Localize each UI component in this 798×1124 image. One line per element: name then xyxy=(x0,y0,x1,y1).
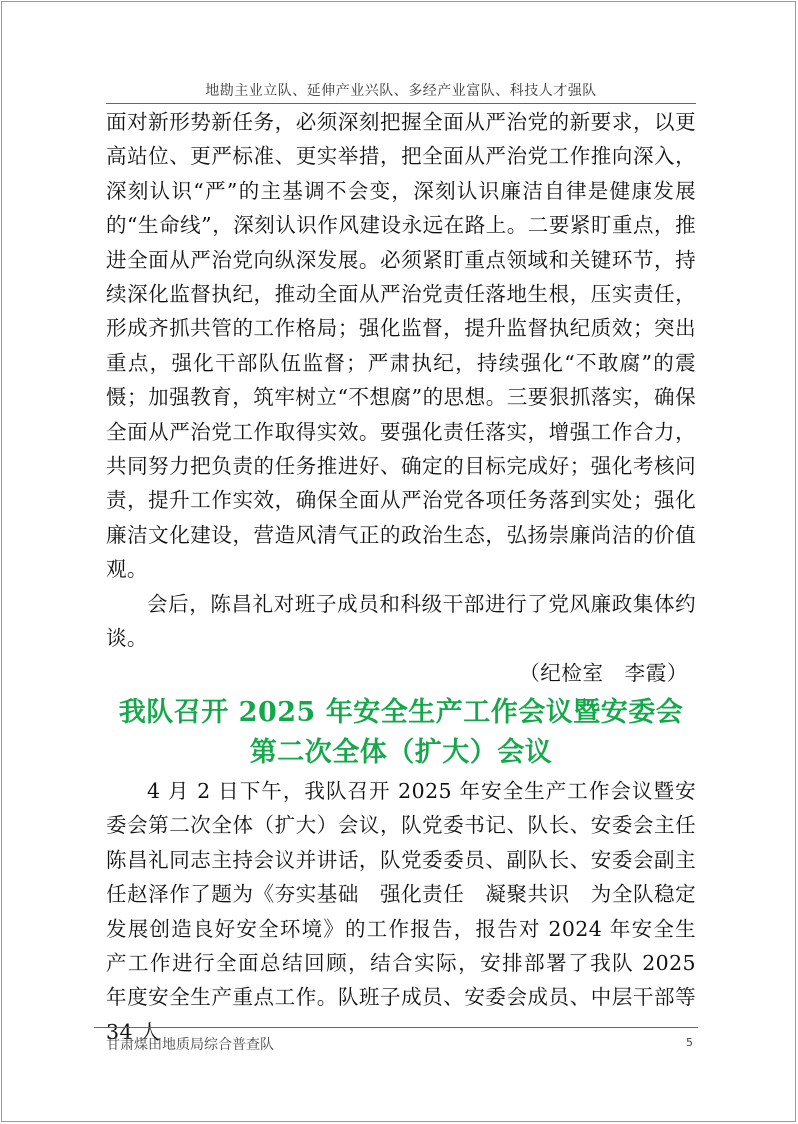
article2-title-line1: 我队召开 2025 年安全生产工作会议暨安委会 xyxy=(118,696,684,728)
footer-organization: 甘肃煤田地质局综合普查队 xyxy=(106,1037,274,1053)
article1-closing-paragraph: 会后，陈昌礼对班子成员和科级干部进行了党风廉政集体约谈。 xyxy=(106,591,696,651)
article1-signature: （纪检室 李霞） xyxy=(519,660,688,685)
page-number: 5 xyxy=(686,1036,693,1049)
footer-divider xyxy=(94,1027,698,1028)
page-header-slogan: 地勘主业立队、延伸产业兴队、多经产业富队、科技人才强队 xyxy=(205,83,597,99)
article1-body-paragraph: 面对新形势新任务，必须深刻把握全面从严治党的新要求，以更高站位、更严标准、更实举措，把全面从严治党工作推向深入，深刻认识“严”的主基调不会变，深刻认识廉洁自律是健康发展的“生命线”，深刻认识作风建设永远在路上。二要紧盯重点，推进全面从严治党向纵深发展。必须紧盯重点领域和关键环节，持续深化监督执纪，推动全面从严治党责任落地生根，压实责任，形成齐抓共管的工作格局；强化监督，提升监督执纪质效；突出重点，强化干部队伍监督；严肃执纪，持续强化“不敢腐”的震慑；加强教育，筑牢树立“不想腐”的思想。三要狠抓落实，确保全面从严治党工作取得实效。要强化责任落实，增强工作合力，共同努力把负责的任务推进好、确定的目标完成好；强化考核问责，提升工作实效，确保全面从严治党各项任务落到实处；强化廉洁文化建设，营造风清气正的政治生态，弘扬崇廉尚洁的价值观。 xyxy=(106,110,696,582)
page-content xyxy=(106,105,696,1049)
article2-title-line2: 第二次全体（扩大）会议 xyxy=(249,736,553,768)
header-divider xyxy=(106,103,696,104)
article2-body-paragraph: 4 月 2 日下午，我队召开 2025 年安全生产工作会议暨安委会第二次全体（扩大）会议，队党委书记、队长、安委会主任陈昌礼同志主持会议并讲话，队党委委员、副队长、安委会副主任赵泽作了题为《夯实基础 强化责任 凝聚共识 为全队稳定发展创造良好安全环境》的工作报告，报告对 2024 年安全生产工作进行全面总结回顾，结合实际，安排部署了我队 2025 年度安全生产重点工作。队班子成员、安委会成员、中层干部等 34 人 xyxy=(106,778,696,1044)
